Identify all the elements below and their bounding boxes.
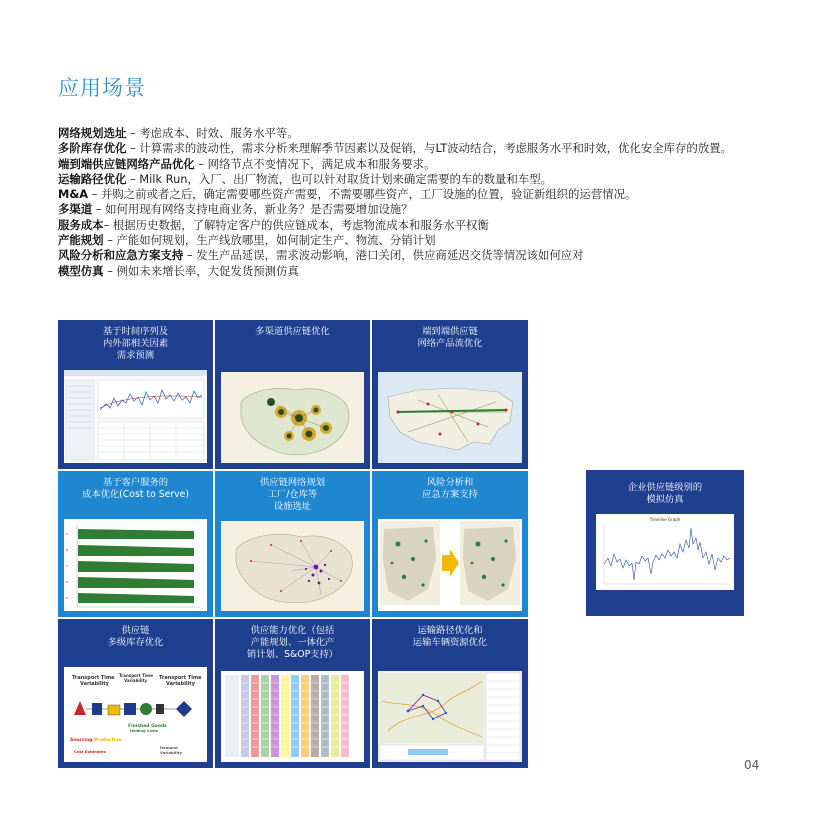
tile-label: 企业供应链级别的 模拟仿真: [627, 482, 703, 505]
tile-label: 供应能力优化（包括 产能规划、一体化产 销计划、S&OP支持）: [246, 625, 339, 660]
list-item: 多渠道 – 如何用现有网络支持电商业务，新业务？是否需要增加设施？: [58, 202, 413, 217]
list-item: 产能规划 – 产能如何规划，生产线放哪里，如何制定生产、物流、分销计划: [58, 233, 436, 248]
tile-label: 端到端供应链 网络产品流优化: [417, 326, 483, 349]
list-item: M&A – 并购之前或者之后，确定需要哪些资产需要，不需要哪些资产，工厂设施的位置，验证新组织的运营情况。: [58, 187, 637, 202]
tile-label: 风险分析和 应急方案支持: [422, 477, 478, 500]
list-item: 网络规划选址 – 考虑成本、时效、服务水平等。: [58, 126, 299, 140]
svg-text:Variability: Variability: [160, 750, 182, 755]
chart-caption: Timeline Graph: [649, 517, 681, 522]
page-number: 04: [744, 758, 760, 772]
production-label: Production: [94, 738, 122, 743]
sourcing-label: Sourcing: [70, 738, 93, 743]
svg-text:D: D: [66, 580, 69, 584]
cost-estimates-label: Cost Estimates: [74, 749, 106, 754]
tile-capacity-optimization: [215, 619, 370, 768]
svg-text:Holding Costs: Holding Costs: [130, 729, 158, 733]
capacity-gantt-image: [221, 671, 364, 762]
transport-label-3: Transport Time: [159, 675, 202, 681]
network-map-image: [221, 521, 364, 611]
tile-risk-analysis: [372, 471, 528, 617]
list-item: 端到端供应链网络产品优化 – 网络节点不变情况下，满足成本和服务要求。: [58, 156, 436, 171]
cost-to-serve-chart: [64, 519, 207, 611]
tile-demand-forecast: [58, 320, 213, 469]
svg-text:A: A: [66, 532, 69, 536]
simulation-timeline-chart: [596, 514, 734, 590]
bullet-list: [58, 126, 758, 279]
tile-simulation: [586, 470, 744, 616]
page-title: 应用场景: [58, 76, 146, 100]
tile-label: 基于客户服务的 成本优化(Cost to Serve): [81, 477, 190, 500]
tile-network-design: [215, 471, 370, 617]
inventory-diagram: [64, 667, 207, 762]
us-map-image: [378, 372, 522, 463]
tile-multichannel: [215, 320, 370, 469]
tile-multi-echelon-inventory: [58, 619, 213, 768]
tile-label: 多渠道供应链优化: [255, 326, 330, 337]
tile-end-to-end: [372, 320, 528, 469]
demand-label: Demand: [160, 745, 178, 750]
finished-goods-label: Finished Goods: [128, 724, 167, 729]
svg-text:B: B: [66, 548, 69, 552]
list-item: 模型仿真 – 例如未来增长率，大促发货预测仿真: [58, 263, 299, 278]
routing-map-image: [378, 671, 522, 762]
tile-label: 供应链 多级库存优化: [107, 625, 164, 648]
tile-label: 供应链网络规划 工厂/仓库等 设施选址: [259, 477, 326, 512]
tile-transport-routing: [372, 619, 528, 768]
risk-maps-image: [378, 519, 522, 611]
tile-label: 运输路径优化和 运输车辆资源优化: [412, 625, 488, 648]
china-map-image: [221, 372, 364, 463]
transport-label-2: Transport Time: [119, 673, 154, 678]
svg-text:E: E: [66, 596, 68, 600]
forecast-screenshot: [64, 370, 207, 463]
list-item: 运输路径优化 – Milk Run，入厂、出厂物流，也可以针对取货计划来确定需要的车的数量和车型。: [58, 171, 553, 186]
svg-text:Variability: Variability: [166, 681, 195, 687]
list-item: 服务成本– 根据历史数据，了解特定客户的供应链成本，考虑物流成本和服务水平权衡: [58, 217, 489, 232]
svg-text:Variability: Variability: [80, 681, 109, 687]
svg-text:C: C: [66, 564, 69, 568]
svg-text:Variability: Variability: [124, 678, 148, 683]
list-item: 风险分析和应急方案支持 – 发生产品延误，需求波动影响，港口关闭，供应商延迟交货等情况该如何应对: [58, 248, 584, 263]
tile-label: 基于时间序列及 内外部相关因素 需求预测: [102, 326, 169, 361]
list-item: 多阶库存优化 – 计算需求的波动性，需求分析来理解季节因素以及促销，与LT波动结合，考虑服务水平和时效，优化安全库存的放置。: [58, 141, 732, 156]
transport-label-1: Transport Time: [72, 675, 115, 681]
scenario-grid: [58, 320, 530, 768]
tile-cost-to-serve: [58, 471, 213, 617]
